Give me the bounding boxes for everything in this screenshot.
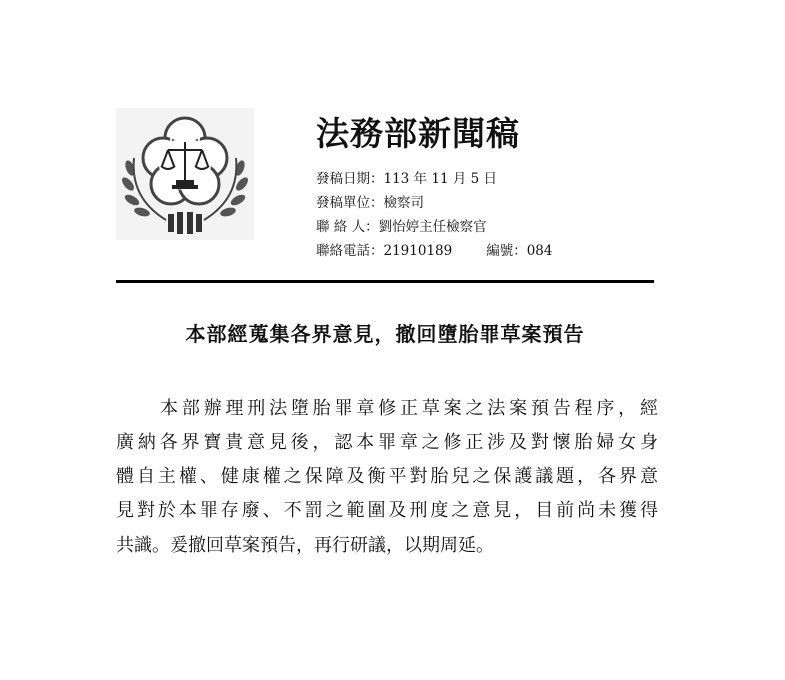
headline: 本部經蒐集各界意見，撤回墮胎罪草案預告 [185,322,585,346]
contact-phone-row [316,239,553,259]
body-line: 廣納各界寶貴意見後，認本罪章之修正涉及對懷胎婦女身 [116,432,658,453]
contact-phone: 聯絡電話：21910189 [316,243,453,259]
release-date: 發稿日期：113 年 11 月 5 日 [316,171,497,187]
body-line: 本部辦理刑法墮胎罪章修正草案之法案預告程序，經 [160,398,658,419]
ministry-of-justice-emblem-icon [116,108,254,240]
page-title: 法務部新聞稿 [316,114,520,153]
body-line: 共識。爰撤回草案預告，再行研議，以期周延。 [116,535,494,556]
contact-person: 聯 絡 人：劉怡婷主任檢察官 [316,219,487,235]
header-divider [116,280,654,283]
release-unit: 發稿單位：檢察司 [316,195,424,211]
body-line: 見對於本罪存廢、不罰之範圍及刑度之意見，目前尚未獲得 [116,500,658,521]
extension-number: 編號：084 [486,243,553,259]
body-line: 體自主權、健康權之保障及衡平對胎兒之保護議題，各界意 [116,466,658,487]
